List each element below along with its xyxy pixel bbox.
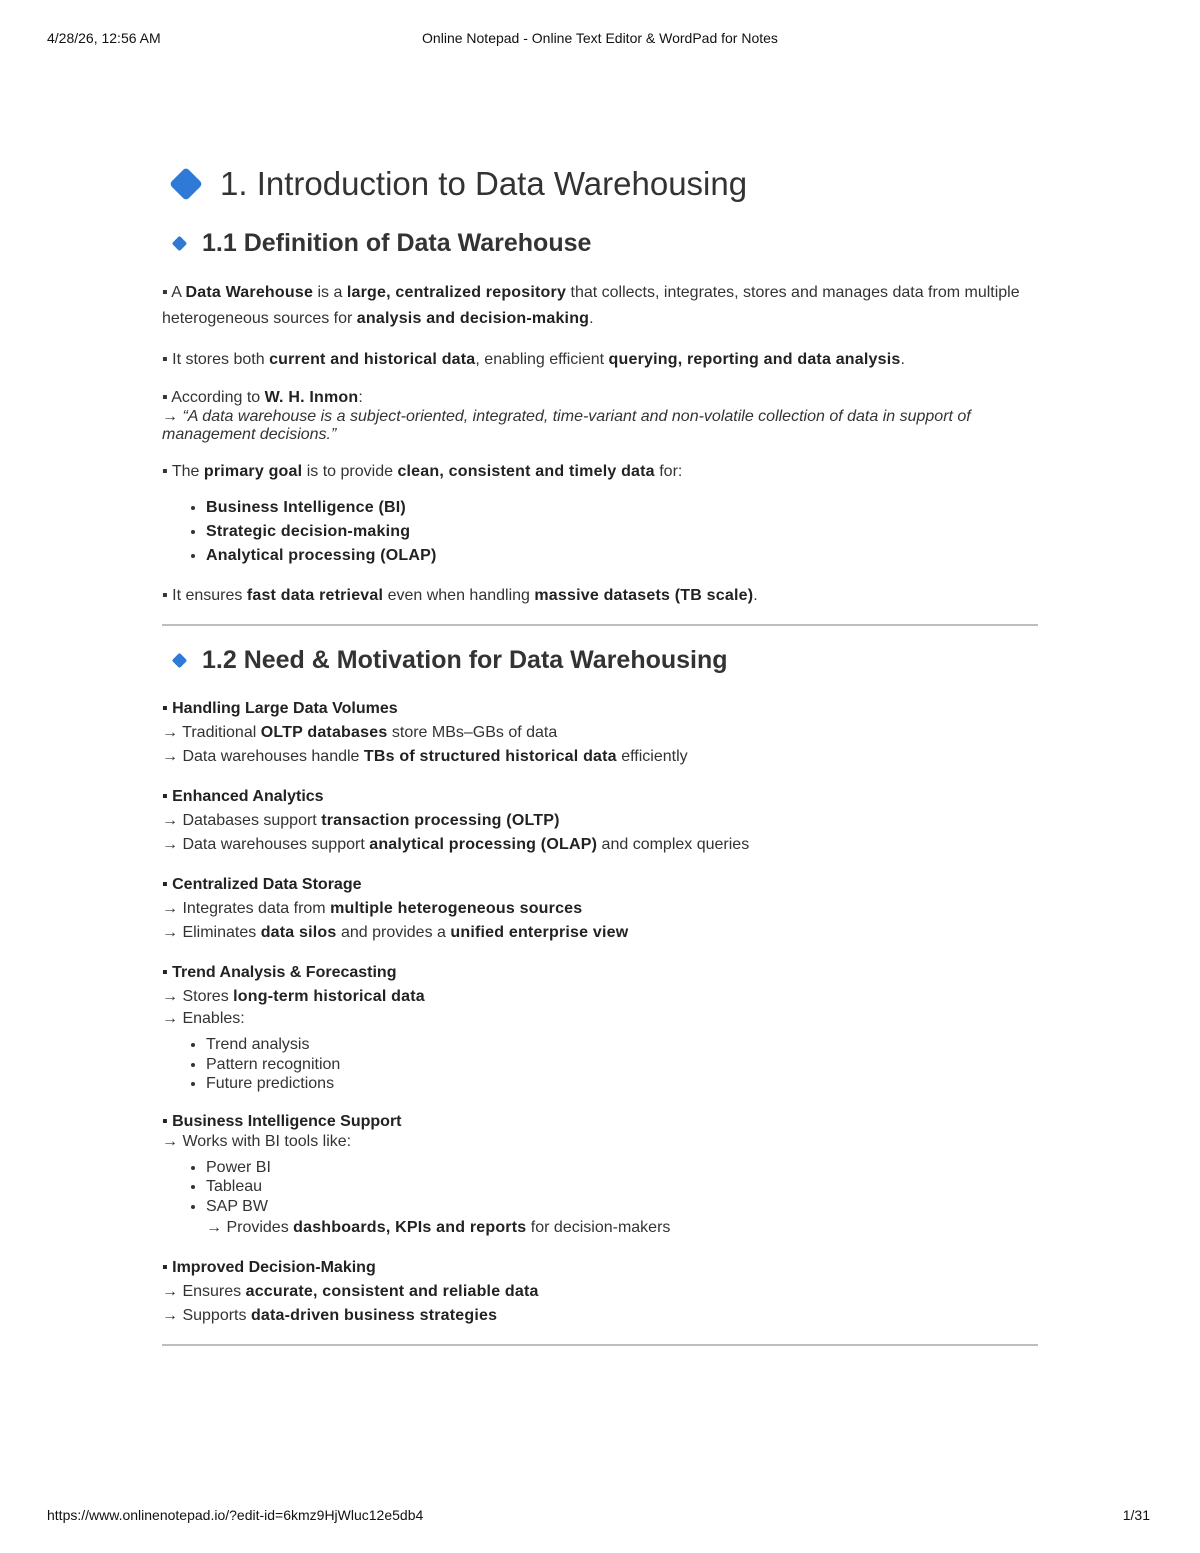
goal-paragraph (162, 460, 1042, 484)
section-heading-1-1 (170, 229, 1042, 258)
text-run: → Traditional (162, 724, 261, 741)
bi-provides-line (162, 1216, 1042, 1240)
list-item (206, 544, 1042, 568)
text-run: → Provides (206, 1219, 294, 1236)
bold-text: OLTP databases (260, 724, 388, 741)
text-run: → Ensures (162, 1283, 246, 1300)
bold-text: long-term historical data (233, 988, 425, 1005)
text-run: ▪ It ensures (162, 587, 247, 604)
bold-text: accurate, consistent and reliable data (245, 1283, 539, 1300)
bold-text: W. H. Inmon (264, 389, 359, 406)
block-title: ▪ Business Intelligence Support (162, 1112, 402, 1130)
list-item: • Trend analysis (206, 1035, 1042, 1055)
retrieval-paragraph (162, 584, 1042, 608)
bold-text: current and historical data (269, 351, 476, 368)
text-run: efficiently (616, 748, 688, 765)
block-title: ▪ Improved Decision-Making (162, 1259, 376, 1276)
storage-paragraph (162, 348, 1042, 372)
text-run: is to provide (302, 463, 398, 480)
block-title: ▪ Trend Analysis & Forecasting (162, 964, 397, 981)
print-url: https://www.onlinenotepad.io/?edit-id=6kmz9HjWluc12e5db4 (47, 1507, 424, 1523)
text-run: is a (313, 284, 347, 301)
blue-diamond-icon (172, 236, 188, 252)
text-run: → Works with BI tools like: (162, 1132, 352, 1150)
bi-tools-list (162, 1158, 1042, 1217)
text-run: . (589, 310, 594, 327)
bold-text: unified enterprise view (450, 924, 629, 941)
goal-list (162, 496, 1042, 568)
list-item: • Power BI (206, 1158, 1042, 1178)
text-run: store MBs–GBs of data (387, 724, 558, 741)
print-datetime: 4/28/26, 12:56 AM (47, 30, 161, 46)
definition-paragraph (162, 280, 1042, 332)
text-run: → Enables: (162, 1010, 245, 1027)
need-block-bi (162, 1112, 1042, 1152)
need-block-volumes (162, 697, 1042, 769)
bold-text: primary goal (203, 463, 303, 480)
trend-list (162, 1035, 1042, 1094)
need-block-trends (162, 961, 1042, 1029)
text-run: that collects, integrates, stores and manages data from multiple heterogeneous sources for (162, 284, 1020, 327)
bold-text: dashboards, KPIs and reports (293, 1219, 527, 1236)
text-run: → Integrates data from (162, 900, 331, 917)
blue-diamond-icon (172, 653, 188, 669)
bold-text: Analytical processing (OLAP) (206, 547, 437, 564)
need-block-storage (162, 873, 1042, 945)
blue-diamond-icon (169, 167, 203, 201)
bold-text: analysis and decision-making (356, 310, 590, 327)
bold-text: TBs of structured historical data (363, 748, 617, 765)
list-item: • Tableau (206, 1177, 1042, 1197)
text-run: even when handling (383, 587, 535, 604)
section-heading-text: 1.2 Need & Motivation for Data Warehousing (202, 646, 728, 674)
text-run: , enabling efficient (475, 351, 609, 368)
block-title: ▪ Handling Large Data Volumes (162, 700, 398, 717)
bold-text: data silos (260, 924, 337, 941)
text-run: and complex queries (597, 836, 750, 853)
text-run: . (753, 587, 758, 604)
bold-text: transaction processing (OLTP) (321, 812, 560, 829)
text-run: for: (654, 463, 683, 480)
text-run: and provides a (336, 924, 451, 941)
text-run: ▪ The (162, 463, 204, 480)
document-body (162, 165, 1042, 1366)
bold-text: Business Intelligence (BI) (206, 499, 406, 516)
text-run: → Databases support (162, 812, 322, 829)
text-run: for decision-makers (526, 1219, 671, 1236)
bold-text: clean, consistent and timely data (397, 463, 655, 480)
main-heading (168, 165, 1042, 203)
bold-text: large, centralized repository (346, 284, 567, 301)
need-block-decisions (162, 1256, 1042, 1328)
block-title: ▪ Centralized Data Storage (162, 876, 362, 893)
section-heading-text: 1.1 Definition of Data Warehouse (202, 229, 592, 257)
bold-text: analytical processing (OLAP) (369, 836, 598, 853)
need-block-analytics (162, 785, 1042, 857)
text-run: ▪ A (162, 284, 186, 301)
bold-text: querying, reporting and data analysis (608, 351, 901, 368)
bold-text: Strategic decision-making (206, 523, 411, 540)
bold-text: fast data retrieval (246, 587, 384, 604)
text-run: : (358, 389, 363, 406)
list-item: • Pattern recognition (206, 1055, 1042, 1075)
list-item: • SAP BW (206, 1197, 1042, 1217)
text-run: → Data warehouses support (162, 836, 370, 853)
main-heading-text: 1. Introduction to Data Warehousing (220, 165, 748, 202)
text-run: → Stores (162, 988, 234, 1005)
page-number: 1/31 (1122, 1507, 1150, 1523)
bold-text: data-driven business strategies (250, 1307, 498, 1324)
text-run: ▪ It stores both (162, 351, 270, 368)
text-run: . (900, 351, 905, 368)
list-item (206, 520, 1042, 544)
text-run: → Data warehouses handle (162, 748, 364, 765)
inmon-quote: → “A data warehouse is a subject-oriented, integrated, time-variant and non-volatile collection of data in support of management decisions.” (162, 408, 971, 443)
section-divider (162, 624, 1038, 626)
text-run: → Supports (162, 1307, 251, 1324)
bold-text: multiple heterogeneous sources (330, 900, 583, 917)
bold-text: Data Warehouse (185, 284, 314, 301)
bold-text: massive datasets (TB scale) (534, 587, 754, 604)
text-run: ▪ According to (162, 389, 265, 406)
section-divider (162, 1344, 1038, 1346)
text-run: → Eliminates (162, 924, 261, 941)
list-item (206, 496, 1042, 520)
section-heading-1-2 (170, 646, 1042, 675)
print-page-title: Online Notepad - Online Text Editor & WordPad for Notes (422, 30, 778, 46)
block-title: ▪ Enhanced Analytics (162, 788, 324, 805)
list-item: • Future predictions (206, 1074, 1042, 1094)
inmon-paragraph (162, 388, 1042, 444)
